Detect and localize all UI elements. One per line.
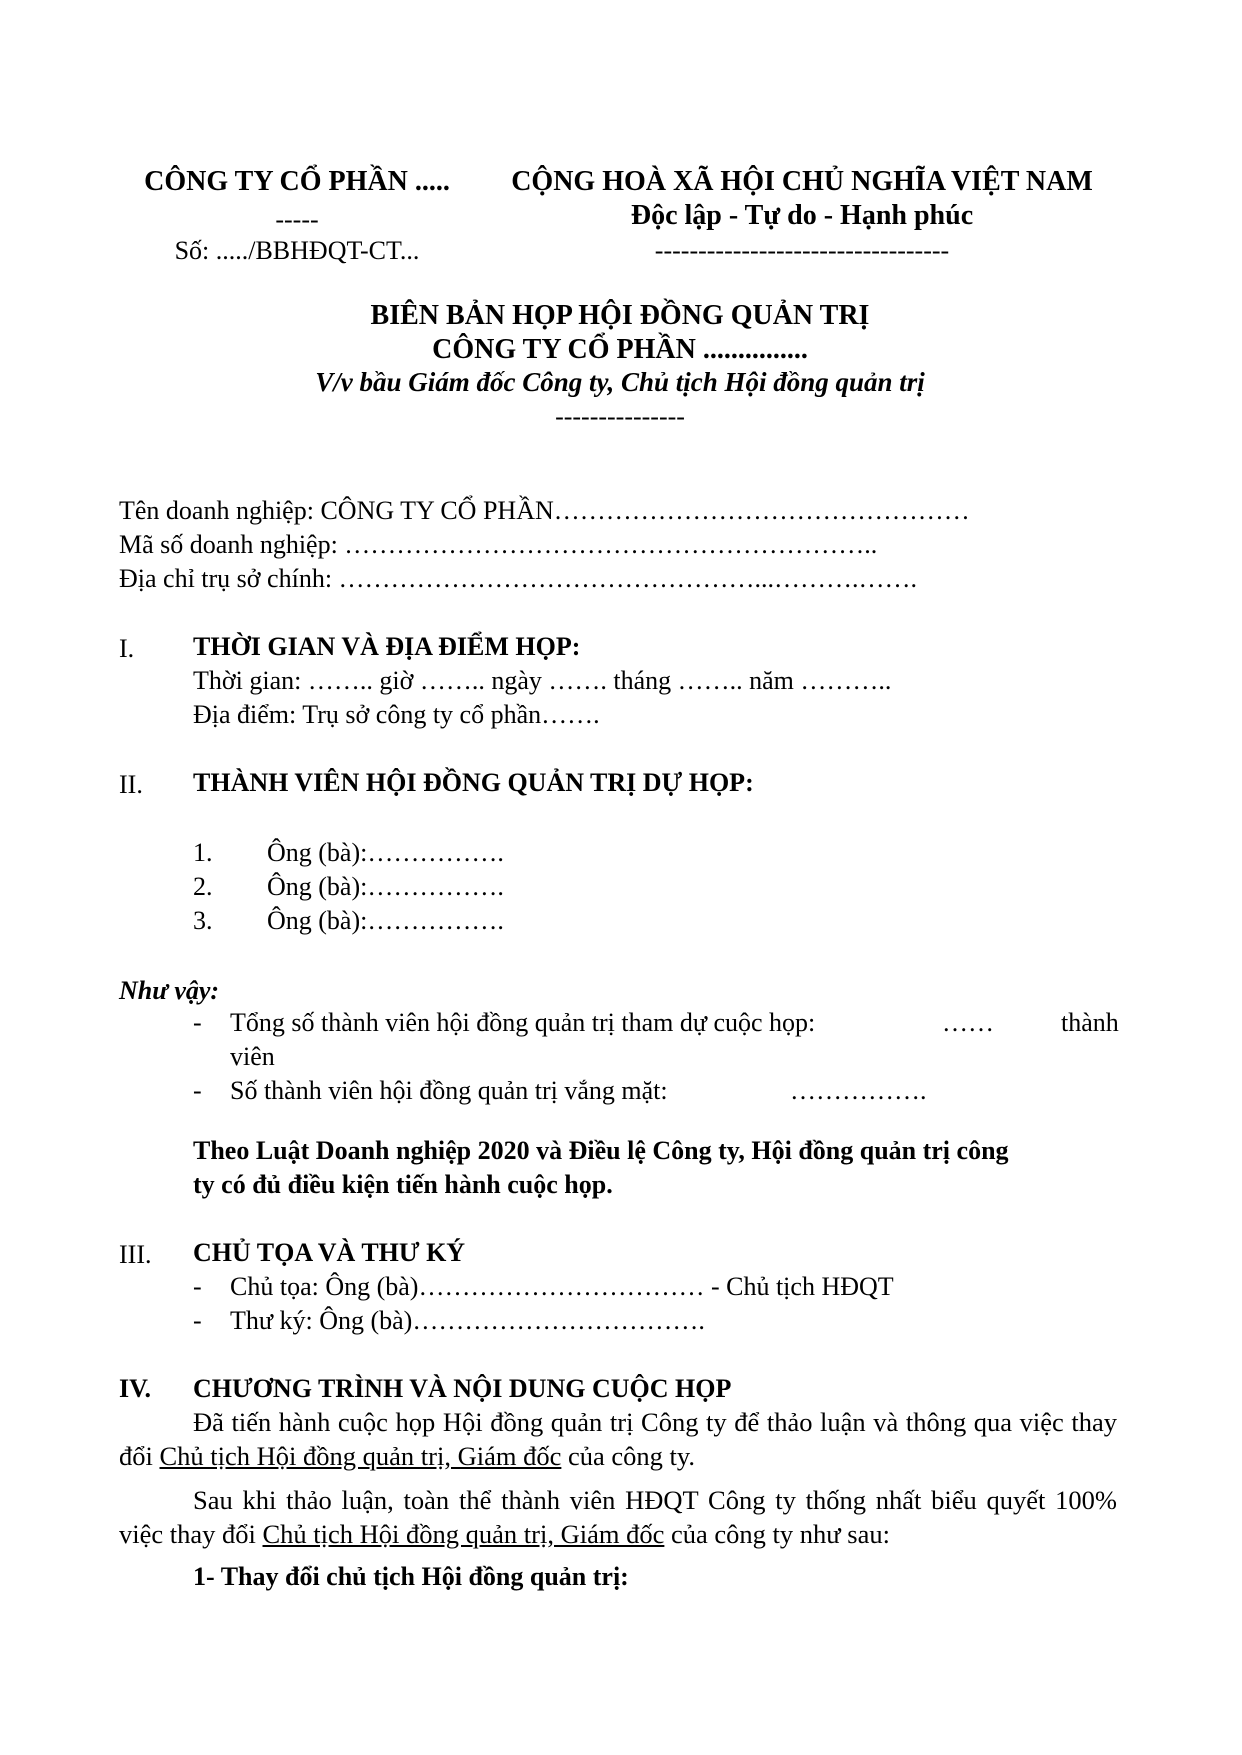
- quorum-statement-cont: ty có đủ điều kiện tiến hành cuộc họp.: [193, 1170, 613, 1199]
- member-name-field: Ông (bà):…………….: [267, 906, 504, 935]
- company-code-field: Mã số doanh nghiệp: ……………………………………………………..: [119, 530, 878, 559]
- resolution-paragraph: [119, 1483, 1117, 1551]
- attendance-total-unit: thành: [1061, 1008, 1119, 1037]
- bullet: -: [193, 1076, 202, 1105]
- member-number: 1.: [193, 838, 213, 867]
- secretary-field: Thư ký: Ông (bà)…………………………….: [230, 1306, 705, 1335]
- national-motto: Độc lập - Tự do - Hạnh phúc: [630, 200, 974, 231]
- member-number: 3.: [193, 906, 213, 935]
- bullet: -: [193, 1306, 202, 1335]
- meeting-time-field: Thời gian: …….. giờ …….. ngày ……. tháng …….. năm ………..: [193, 666, 892, 695]
- resolution-paragraph-underlined: Chủ tịch Hội đồng quản trị, Giám đốc: [262, 1519, 665, 1549]
- document-title-company: CÔNG TY CỔ PHẦN ...............: [432, 334, 808, 365]
- company-name-field: Tên doanh nghiệp: CÔNG TY CỔ PHẦN…………………………………………: [119, 496, 970, 525]
- agenda-paragraph: [119, 1405, 1117, 1473]
- member-name-field: Ông (bà):…………….: [267, 872, 504, 901]
- section-1-number: I.: [119, 634, 135, 663]
- agenda-paragraph-text: Đã tiến hành cuộc họp Hội đồng quản trị Công ty để thảo luận và thông qua việc thay đổi: [119, 1407, 1117, 1471]
- resolution-paragraph-end: của công ty như sau:: [664, 1519, 890, 1549]
- section-4-number: IV.: [119, 1374, 152, 1403]
- section-2-heading: THÀNH VIÊN HỘI ĐỒNG QUẢN TRỊ DỰ HỌP:: [193, 768, 754, 797]
- member-name-field: Ông (bà):…………….: [267, 838, 504, 867]
- section-3-heading: CHỦ TỌA VÀ THƯ KÝ: [193, 1238, 466, 1267]
- section-2-number: II.: [119, 770, 143, 799]
- document-title: BIÊN BẢN HỌP HỘI ĐỒNG QUẢN TRỊ: [370, 300, 870, 331]
- motto-divider: ----------------------------------: [654, 236, 950, 265]
- company-address-field: Địa chỉ trụ sở chính: …………………………………………...……….…….: [119, 564, 918, 593]
- chairperson-field: Chủ tọa: Ông (bà)…………………………… - Chủ tịch HĐQT: [230, 1272, 894, 1301]
- title-divider: ---------------: [555, 402, 685, 431]
- agenda-paragraph-underlined: Chủ tịch Hội đồng quản trị, Giám đốc: [159, 1441, 562, 1471]
- section-3-number: III.: [119, 1240, 152, 1269]
- section-4-heading: CHƯƠNG TRÌNH VÀ NỘI DUNG CUỘC HỌP: [193, 1374, 732, 1403]
- document-number: Số: ...../BBHĐQT-CT...: [174, 236, 420, 265]
- subsection-1-heading: 1- Thay đổi chủ tịch Hội đồng quản trị:: [193, 1562, 629, 1591]
- summary-label: Như vậy:: [119, 976, 220, 1005]
- bullet: -: [193, 1008, 202, 1037]
- attendance-total-value: ……: [942, 1008, 994, 1037]
- company-name: CÔNG TY CỔ PHẦN .....: [144, 166, 450, 197]
- national-title: CỘNG HOÀ XÃ HỘI CHỦ NGHĨA VIỆT NAM: [511, 166, 1093, 197]
- quorum-statement: Theo Luật Doanh nghiệp 2020 và Điều lệ Công ty, Hội đồng quản trị công: [193, 1136, 1009, 1165]
- section-1-heading: THỜI GIAN VÀ ĐỊA ĐIỂM HỌP:: [193, 632, 581, 661]
- document-subject: V/v bầu Giám đốc Công ty, Chủ tịch Hội đồng quản trị: [315, 367, 925, 397]
- absent-members-label: Số thành viên hội đồng quản trị vắng mặt:: [230, 1076, 668, 1105]
- bullet: -: [193, 1272, 202, 1301]
- attendance-total-unit-cont: viên: [230, 1042, 275, 1071]
- resolution-paragraph-text: Sau khi thảo luận, toàn thể thành viên HĐQT Công ty thống nhất biểu quyết 100% việc thay đổi: [119, 1485, 1117, 1549]
- meeting-place-field: Địa điểm: Trụ sở công ty cổ phần…….: [193, 700, 600, 729]
- attendance-total-label: Tổng số thành viên hội đồng quản trị tham dự cuộc họp:: [230, 1008, 816, 1037]
- member-number: 2.: [193, 872, 213, 901]
- agenda-paragraph-end: của công ty.: [561, 1441, 696, 1471]
- absent-members-value: …………….: [790, 1076, 927, 1105]
- company-divider: -----: [275, 205, 319, 234]
